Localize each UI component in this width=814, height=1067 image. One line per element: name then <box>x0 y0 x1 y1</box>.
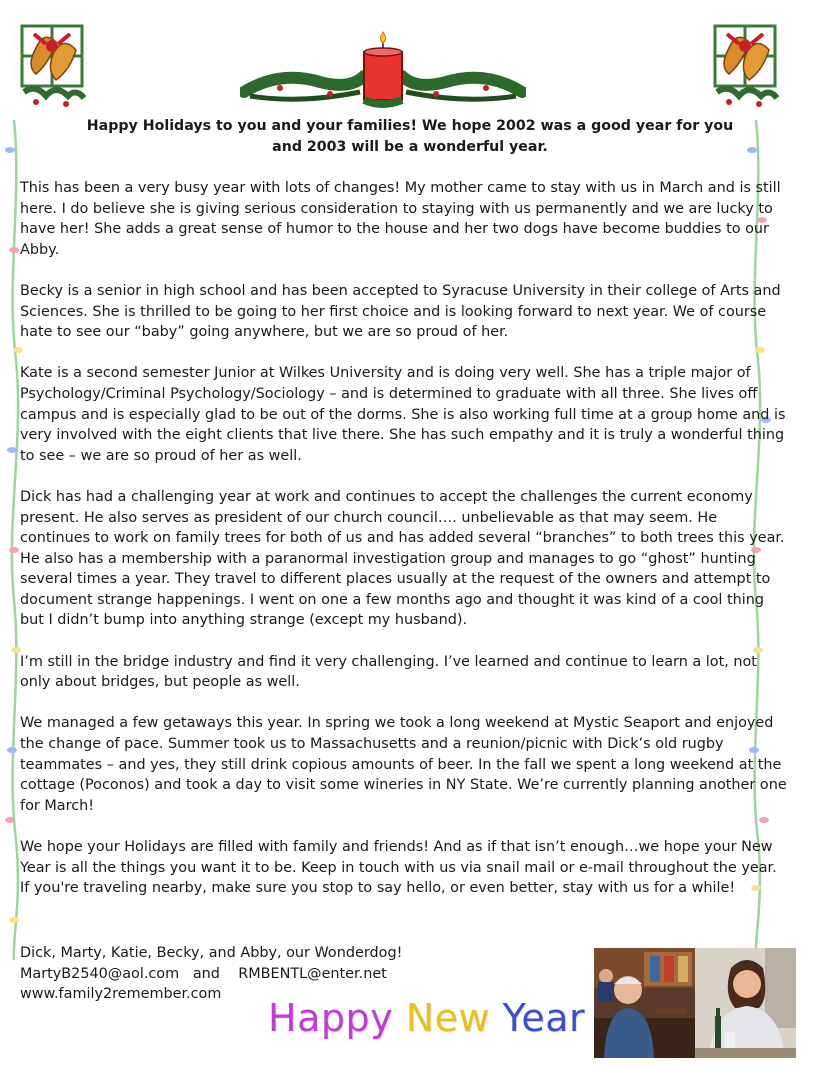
letter-body <box>20 178 790 919</box>
hny-word-year: Year <box>502 996 586 1040</box>
christmas-bells-icon <box>709 22 781 114</box>
signoff-names: Dick, Marty, Katie, Becky, and Abby, our Wonderdog! <box>20 945 403 961</box>
photo-woman-with-wine <box>695 948 796 1058</box>
hny-word-new: New <box>405 996 491 1040</box>
paragraph-getaways: We managed a few getaways this year. In spring we took a long weekend at Mystic Seaport and enjoyed the change of pace. Summer took us to Massachusetts and a reunion/picnic with Dick’s old rugby teammates – and yes, they still drink copious amounts of beer. In the fall we spent a long weekend at the cottage (Poconos) and took a day to visit some wineries in NY State. We’re currently planning another one for March! <box>20 715 787 814</box>
signoff-website: www.family2remember.com <box>20 986 222 1003</box>
signoff-emails: MartyB2540@aol.com and RMBENTL@enter.net <box>20 965 387 982</box>
paragraph-wishes: We hope your Holidays are filled with family and friends! And as if that isn’t enough…we hope your New Year is all the things you want it to be. Keep in touch with us via snail mail or e-mail throughout the year. If you're traveling nearby, make sure you stop to say hello, or even better, stay with us for a while! <box>20 839 777 897</box>
paragraph-becky: Becky is a senior in high school and has been accepted to Syracuse University in their college of Arts and Sciences. She is thrilled to be going to her first choice and is looking forward to next year. We of course hate to see our “baby” going anywhere, but we are so proud of her. <box>20 282 781 341</box>
hny-word-happy: Happy <box>268 996 394 1040</box>
paragraph-mother: This has been a very busy year with lots of changes! My mother came to stay with us in March and is still here. I do believe she is giving serious consideration to staying with us permanently and we are lucky to have her! She adds a great sense of humor to the house and her two dogs have become buddies to our Abby. <box>20 180 781 258</box>
candle-garland-icon <box>240 30 526 112</box>
greeting-line-2: and 2003 will be a wonderful year. <box>272 139 548 155</box>
happy-new-year-banner <box>268 996 613 1040</box>
greeting-line-1: Happy Holidays to you and your families! We hope 2002 was a good year for you <box>86 118 734 134</box>
christmas-bells-icon <box>16 22 88 114</box>
paragraph-kate: Kate is a second semester Junior at Wilkes University and is doing very well. She has a triple major of Psychology/Criminal Psychology/Sociology – and is determined to graduate with all three. She lives off campus and is especially glad to be out of the dorms. She is also working full time at a group home and is very involved with the eight clients that live there. She has such empathy and it is truly a wonderful thing to see – we are so proud of her as well. <box>20 365 786 464</box>
greeting-heading <box>50 116 770 158</box>
paragraph-bridge: I’m still in the bridge industry and find it very challenging. I’ve learned and continue to learn a lot, not only about bridges, but people as well. <box>20 653 757 691</box>
photo-man-at-bar <box>594 948 695 1058</box>
paragraph-dick: Dick has had a challenging year at work and continues to accept the challenges the current economy present. He also serves as president of our church council…. unbelievable as that may seem. He continues to work on family trees for both of us and has added several “branches” to both trees this year. He also has a membership with a paranormal investigation group and manages to go “ghost” hunting several times a year. They travel to different places usually at the request of the owners and attempt to document strange happenings. I went on one a few months ago and thought it was kind of a cool thing but I didn’t bump into anything strange (except my husband). <box>20 488 785 629</box>
